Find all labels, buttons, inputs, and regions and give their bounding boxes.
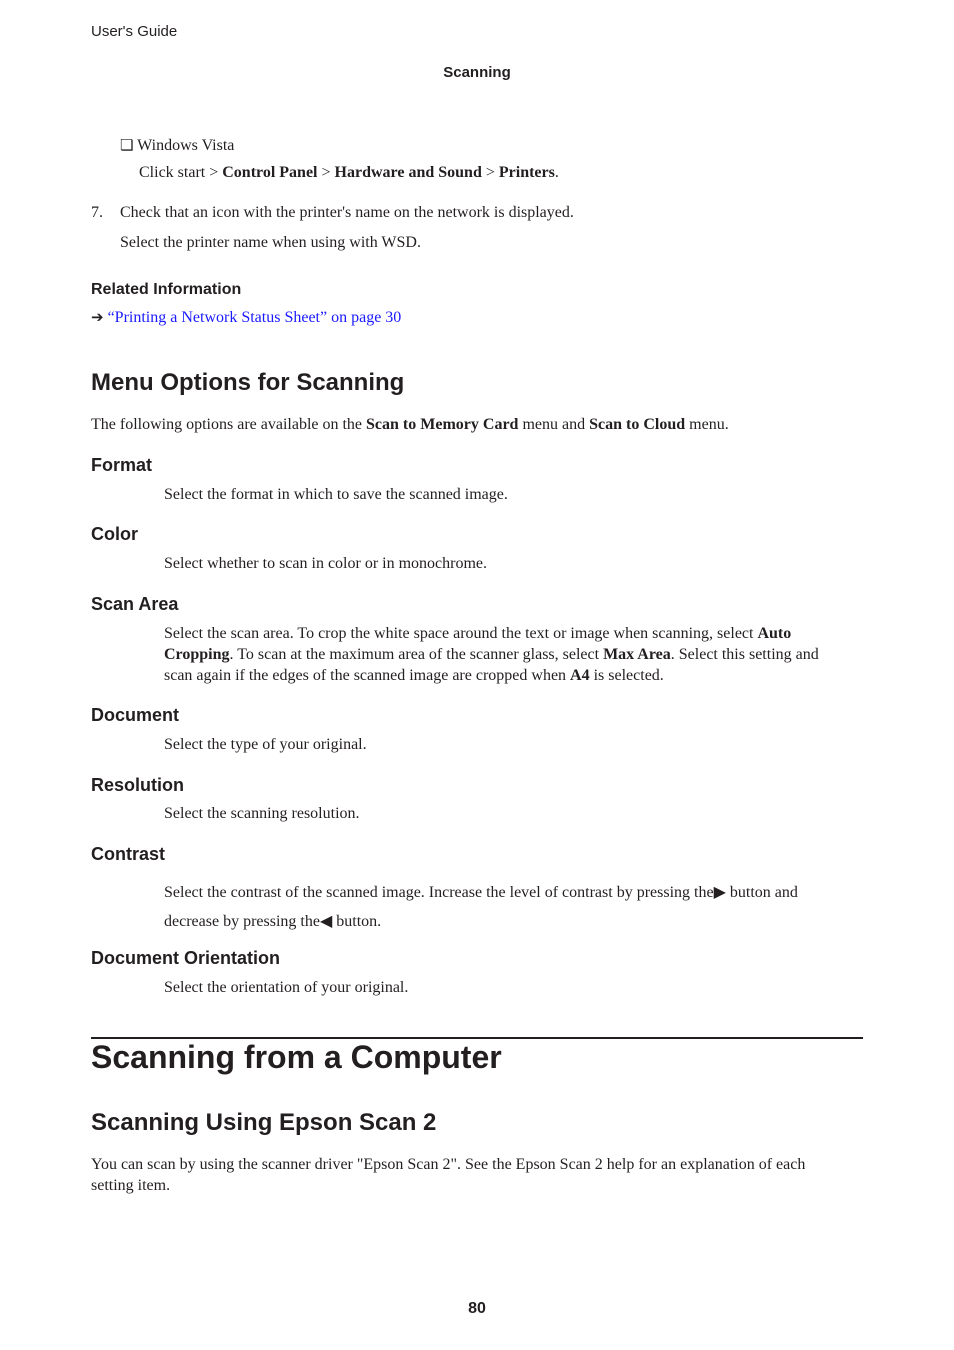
max-area-label: Max Area	[603, 646, 671, 663]
period: .	[554, 164, 559, 181]
color-heading: Color	[91, 524, 138, 544]
running-header: User's Guide	[91, 23, 178, 40]
separator: >	[485, 164, 495, 181]
step-note: Select the printer name when using with WSD.	[120, 234, 421, 251]
a4-label: A4	[570, 667, 590, 684]
section-title: Scanning Using Epson Scan 2	[91, 1109, 437, 1136]
scan-area-text: Select the scan area. To crop the white space around the text or image when scanning, select	[164, 625, 754, 642]
resolution-desc: Select the scanning resolution.	[164, 805, 360, 822]
related-link[interactable]: “Printing a Network Status Sheet” on page 30	[107, 309, 402, 326]
instr-prefix: Click start >	[139, 164, 219, 181]
section-header: Scanning	[443, 64, 511, 81]
contrast-text: button and decrease by pressing the	[164, 884, 798, 930]
right-triangle-icon: ▶	[713, 882, 726, 901]
intro-bold-cloud: Scan to Cloud	[589, 416, 686, 433]
scan-area-text: . To scan at the maximum area of the scanner glass, select	[229, 646, 600, 663]
checkbox-bullet-icon: ❏	[120, 136, 134, 154]
auto-cropping-label: Auto Cropping	[164, 625, 792, 663]
vista-label: Windows Vista	[137, 137, 235, 154]
related-heading: Related Information	[91, 281, 242, 298]
document-desc: Select the type of your original.	[164, 736, 367, 753]
contrast-text: button.	[336, 913, 382, 930]
intro-text: menu.	[689, 416, 729, 433]
intro-text: The following options are available on the	[91, 416, 363, 433]
document-heading: Document	[91, 705, 180, 725]
scan-area-heading: Scan Area	[91, 594, 179, 614]
hardware-label: Hardware and Sound	[334, 164, 482, 181]
vista-instruction	[139, 162, 559, 183]
step-text: Check that an icon with the printer's name on the network is displayed.	[120, 204, 574, 221]
section-paragraph: You can scan by using the scanner driver "Epson Scan 2". See the Epson Scan 2 help for an explanation of each setting item.	[91, 1156, 806, 1194]
chapter-title: Scanning from a Computer	[91, 1039, 502, 1075]
related-link-row[interactable]	[91, 308, 401, 327]
step-number: 7.	[91, 204, 103, 221]
contrast-desc	[164, 878, 848, 936]
menu-options-intro	[91, 414, 861, 435]
orientation-heading: Document Orientation	[91, 948, 281, 968]
contrast-heading: Contrast	[91, 844, 166, 864]
left-triangle-icon: ◀	[319, 911, 333, 930]
separator: >	[321, 164, 331, 181]
orientation-desc: Select the orientation of your original.	[164, 979, 409, 996]
format-desc: Select the format in which to save the scanned image.	[164, 486, 508, 503]
scan-area-text: is selected.	[593, 667, 664, 684]
arrow-right-icon: ➔	[91, 308, 104, 326]
page-number: 80	[468, 1300, 486, 1317]
printers-label: Printers	[498, 164, 555, 181]
format-heading: Format	[91, 455, 153, 475]
vista-list-item	[120, 135, 234, 156]
control-panel-label: Control Panel	[222, 164, 318, 181]
menu-options-title: Menu Options for Scanning	[91, 369, 405, 396]
scan-area-text: . Select this setting and scan again if the edges of the scanned image are cropped when	[164, 646, 819, 684]
resolution-heading: Resolution	[91, 775, 184, 795]
intro-text: menu and	[522, 416, 586, 433]
scan-area-desc	[164, 623, 848, 686]
intro-bold-memory: Scan to Memory Card	[366, 416, 519, 433]
contrast-text: Select the contrast of the scanned image. Increase the level of contrast by pressing the	[164, 884, 714, 901]
color-desc: Select whether to scan in color or in monochrome.	[164, 555, 488, 572]
